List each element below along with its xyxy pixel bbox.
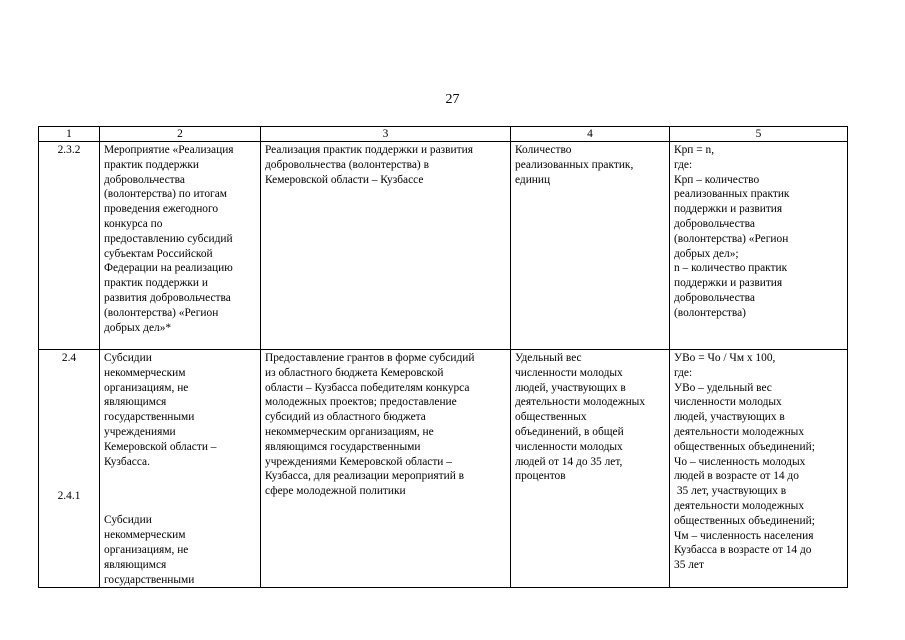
text-line: n – количество практик xyxy=(674,262,788,275)
text-line: области – Кузбасса победителям конкурса xyxy=(265,381,470,394)
text-line: (волонтерства) «Регион xyxy=(104,306,219,319)
description-cell xyxy=(261,350,511,588)
text-line: конкурса по xyxy=(104,217,163,230)
text-line: общественных объединений; xyxy=(674,440,815,453)
row-number-cell xyxy=(39,142,100,350)
text-line: Предоставление грантов в форме субсидий xyxy=(265,352,475,364)
text-line: Субсидии xyxy=(104,514,152,527)
sub-measure-block xyxy=(104,513,256,587)
text-line: единиц xyxy=(515,173,551,186)
text-line: государственными xyxy=(104,573,195,586)
sub-row-number: 2.4.1 xyxy=(57,489,81,502)
text-line: некоммерческим xyxy=(104,529,186,542)
text-line: развития добровольчества xyxy=(104,291,231,304)
indicators-table xyxy=(38,126,848,588)
text-line: учреждениями xyxy=(104,425,176,438)
text-line: Мероприятие «Реализация xyxy=(104,144,234,156)
text-line: являющимся xyxy=(104,396,167,409)
text-line: реализованных практик, xyxy=(515,158,634,171)
indicator-cell xyxy=(511,350,670,588)
text-line: некоммерческим xyxy=(104,366,186,379)
text-line: где: xyxy=(674,158,693,171)
page-number: 27 xyxy=(445,92,460,107)
text-line: людей, участвующих в xyxy=(515,381,626,394)
text-line: Кузбасса. xyxy=(104,455,150,468)
text-line: Кузбасса в возрасте от 14 до xyxy=(674,544,812,557)
text-line: Федерации на реализацию xyxy=(104,262,233,275)
text-line: УВо = Чо / Чм x 100, xyxy=(674,352,776,364)
text-line: УВо – удельный вес xyxy=(674,381,772,394)
text-line: Количество xyxy=(515,144,572,156)
text-line: практик поддержки xyxy=(104,158,199,171)
text-line: общественных объединений; xyxy=(674,514,815,527)
text-line: общественных xyxy=(515,411,587,424)
indicator-cell xyxy=(511,142,670,350)
table-header-row xyxy=(39,127,848,142)
text-line: являющимся государственными xyxy=(265,440,421,453)
text-line: добровольчества xyxy=(674,217,755,230)
text-line: некоммерческим организациям, не xyxy=(265,425,434,438)
text-line: проведения ежегодного xyxy=(104,203,219,216)
text-line: где: xyxy=(674,366,693,379)
text-line: Чм – численность населения xyxy=(674,529,814,542)
text-line: государственными xyxy=(104,411,195,424)
text-line: поддержки и развития xyxy=(674,203,783,216)
text-line: организациям, не xyxy=(104,543,189,556)
text-line: 35 лет xyxy=(674,559,704,572)
text-line: Субсидии xyxy=(104,352,152,364)
text-line: поддержки и развития xyxy=(674,277,783,290)
text-line: Кузбасса, для реализации мероприятий в xyxy=(265,470,465,483)
text-line: добровольчества (волонтерства) в xyxy=(265,158,429,171)
text-line: численности молодых xyxy=(515,366,623,379)
row-number: 2.3.2 xyxy=(57,144,81,156)
measure-name-cell xyxy=(100,350,261,588)
text-line: Кемеровской области – Кузбассе xyxy=(265,173,424,186)
text-line: численности молодых xyxy=(674,396,782,409)
text-line: Удельный вес xyxy=(515,352,582,364)
header-cell-3: 3 xyxy=(261,127,511,142)
text-line: Чо – численность молодых xyxy=(674,455,806,468)
text-line: добрых дел»; xyxy=(674,247,739,260)
text-line: добровольчества xyxy=(674,291,755,304)
text-line: субсидий из областного бюджета xyxy=(265,411,426,424)
text-line: людей, участвующих в xyxy=(674,411,785,424)
header-cell-5: 5 xyxy=(670,127,848,142)
text-line: 35 лет, участвующих в xyxy=(674,485,787,498)
text-line: деятельности молодежных xyxy=(674,425,805,438)
text-line: предоставлению субсидий xyxy=(104,232,233,245)
row-number: 2.4 xyxy=(61,352,77,364)
text-line: Реализация практик поддержки и развития xyxy=(265,144,473,156)
text-line: сфере молодежной политики xyxy=(265,485,406,498)
text-line: реализованных практик xyxy=(674,188,790,201)
text-line: молодежных проектов; предоставление xyxy=(265,396,457,409)
text-line: из областного бюджета Кемеровской xyxy=(265,366,444,379)
text-line: практик поддержки и xyxy=(104,277,208,290)
header-cell-1: 1 xyxy=(39,127,100,142)
table-row xyxy=(39,350,848,588)
formula-cell xyxy=(670,350,848,588)
text-line: учреждениями Кемеровской области – xyxy=(265,455,452,468)
text-line: деятельности молодежных xyxy=(515,396,646,409)
text-line: (волонтерства) «Регион xyxy=(674,232,789,245)
text-line: процентов xyxy=(515,470,566,483)
text-line: являющимся xyxy=(104,558,167,571)
text-line: субъектам Российской xyxy=(104,247,213,260)
text-line: людей от 14 до 35 лет, xyxy=(515,455,623,468)
text-line: Крп – количество xyxy=(674,173,760,186)
text-line: организациям, не xyxy=(104,381,189,394)
row-number-cell xyxy=(39,350,100,588)
table-row xyxy=(39,142,848,350)
text-line: (волонтерства) xyxy=(674,306,746,319)
text-line: добровольчества xyxy=(104,173,185,186)
text-line: объединений, в общей xyxy=(515,425,624,438)
description-cell xyxy=(261,142,511,350)
formula-cell xyxy=(670,142,848,350)
text-line: добрых дел»* xyxy=(104,321,172,334)
text-line: Крп = n, xyxy=(674,144,715,156)
header-cell-4: 4 xyxy=(511,127,670,142)
measure-name-cell xyxy=(100,142,261,350)
text-line: Кемеровской области – xyxy=(104,440,217,453)
text-line: (волонтерства) по итогам xyxy=(104,188,227,201)
text-line: людей в возрасте от 14 до xyxy=(674,470,799,483)
header-cell-2: 2 xyxy=(100,127,261,142)
text-line: деятельности молодежных xyxy=(674,499,805,512)
text-line: численности молодых xyxy=(515,440,623,453)
